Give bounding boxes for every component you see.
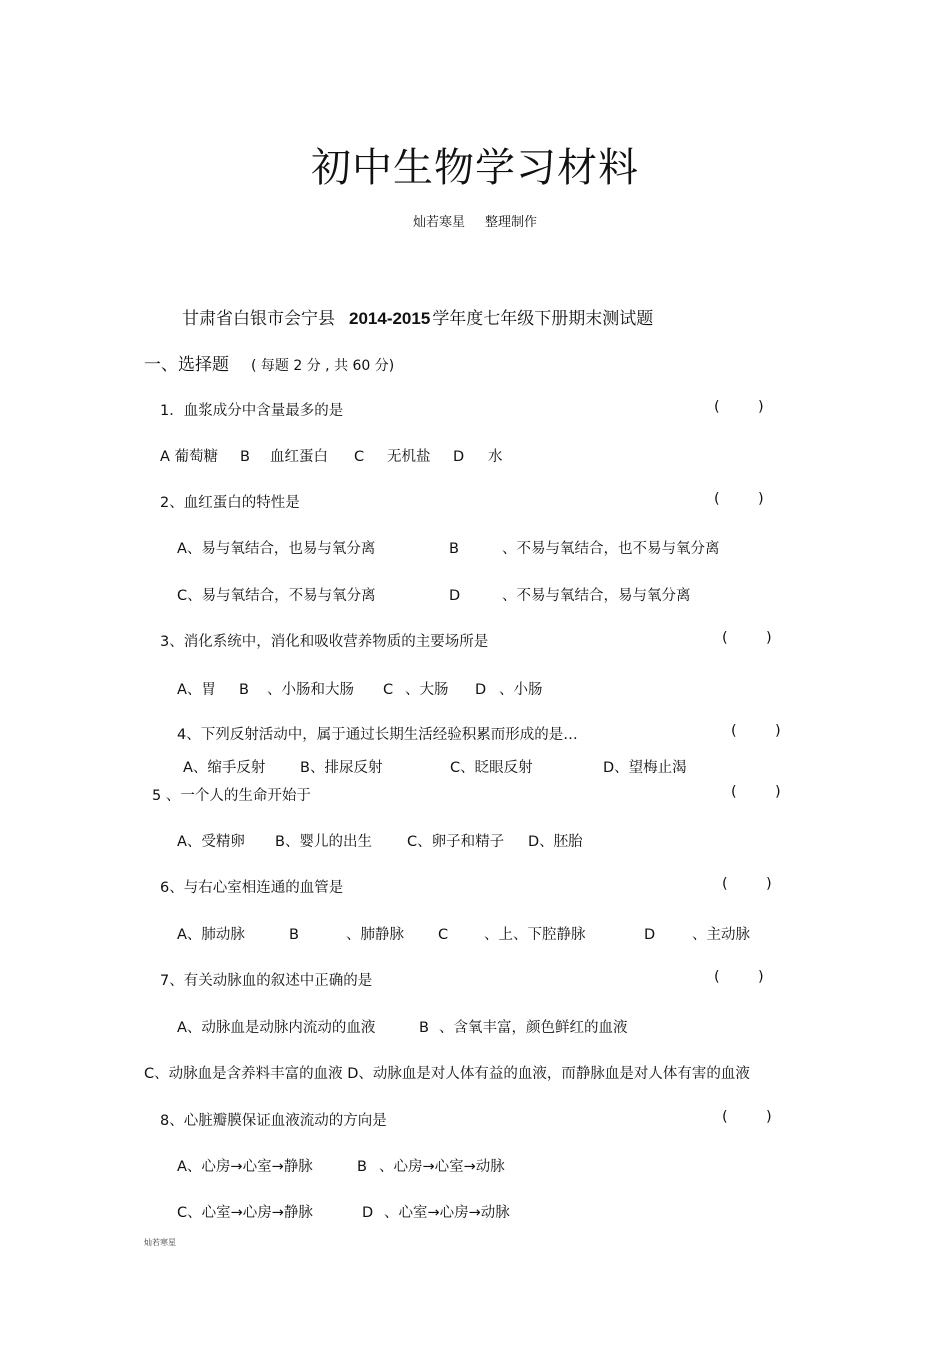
question-4: 4、下列反射活动中，属于通过长期生活经验积累而形成的是…	[177, 727, 578, 743]
question-7: 7、有关动脉血的叙述中正确的是	[160, 973, 373, 989]
question-6: 6、与右心室相连通的血管是	[160, 880, 344, 896]
question-8: 8、心脏瓣膜保证血液流动的方向是	[160, 1113, 387, 1129]
question-5: 5 、一个人的生命开始于	[152, 788, 311, 804]
answer-paren: ( )	[731, 784, 781, 800]
answer-paren: ( )	[722, 1109, 772, 1125]
question-1: 1．血浆成分中含量最多的是	[160, 403, 344, 419]
question-2-options-row1: A、易与氧结合，也易与氧分离 B 、不易与氧结合，也不易与氧分离	[177, 541, 720, 557]
exam-region: 甘肃省白银市会宁县	[182, 309, 335, 329]
author-name: 灿若寒星	[412, 215, 465, 230]
page-title: 初中生物学习材料	[311, 145, 639, 191]
answer-paren: ( )	[714, 491, 764, 507]
question-3-options: A、胃 B 、小肠和大肠 C 、大肠 D 、小肠	[177, 682, 543, 698]
answer-paren: ( )	[722, 630, 772, 646]
answer-paren: ( )	[722, 876, 772, 892]
author-line	[0, 211, 950, 230]
author-credit: 整理制作	[485, 215, 538, 230]
question-7-options-row1: A、动脉血是动脉内流动的血液 B 、含氧丰富，颜色鲜红的血液	[177, 1020, 628, 1036]
question-5-options: A、受精卵 B、婴儿的出生 C、卵子和精子 D、胚胎	[177, 834, 583, 850]
answer-paren: ( )	[714, 969, 764, 985]
question-2: 2、血红蛋白的特性是	[160, 495, 300, 511]
exam-title	[182, 304, 653, 329]
answer-paren: ( )	[714, 399, 764, 415]
section-label: 一、选择题	[144, 355, 229, 375]
exam-name: 学年度七年级下册期末测试题	[432, 309, 654, 329]
question-8-options-row2: C、心室→心房→静脉 D 、心室→心房→动脉	[177, 1205, 510, 1221]
question-6-options: A、肺动脉 B 、肺静脉 C 、上、下腔静脉 D 、主动脉	[177, 927, 750, 943]
question-2-options-row2: C、易与氧结合，不易与氧分离 D 、不易与氧结合，易与氧分离	[177, 588, 691, 604]
section-points: ( 每题 2 分 , 共 60 分)	[251, 358, 395, 374]
question-7-options-row2: C、动脉血是含养料丰富的血液 D、动脉血是对人体有益的血液，而静脉血是对人体有害的血液	[144, 1066, 750, 1082]
question-4-options: A、缩手反射 B、排尿反射 C、眨眼反射 D、望梅止渴	[183, 760, 687, 776]
exam-year: 2014-2015	[349, 309, 431, 328]
answer-paren: ( )	[731, 723, 781, 739]
page-footer: 灿若寒星	[144, 1238, 176, 1247]
question-3: 3、消化系统中，消化和吸收营养物质的主要场所是	[160, 634, 489, 650]
question-1-options: A 葡萄糖 B 血红蛋白 C 无机盐 D 水	[160, 449, 503, 465]
question-8-options-row1: A、心房→心室→静脉 B 、心房→心室→动脉	[177, 1159, 505, 1175]
section-heading	[144, 350, 394, 375]
